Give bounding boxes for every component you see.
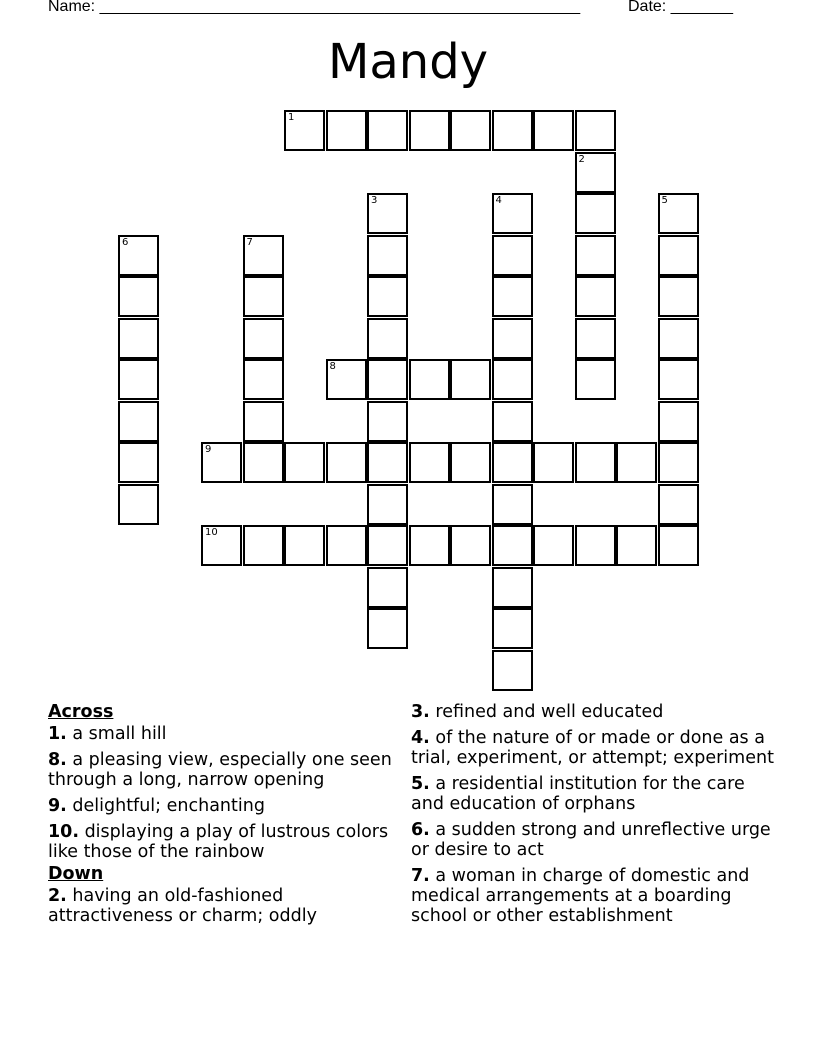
grid-cell[interactable] (243, 276, 284, 317)
grid-cell[interactable] (243, 235, 284, 276)
grid-cell[interactable] (492, 650, 533, 691)
grid-cell[interactable] (450, 110, 491, 151)
across-clue-list (48, 724, 398, 862)
grid-cell[interactable] (658, 235, 699, 276)
grid-cell[interactable] (409, 110, 450, 151)
grid-cell[interactable] (367, 359, 408, 400)
clue-item (48, 886, 398, 926)
clue-item (411, 820, 781, 860)
clue-item (411, 866, 781, 926)
clue-number: 4 (495, 195, 502, 206)
grid-cell[interactable] (658, 193, 699, 234)
grid-cell[interactable] (492, 442, 533, 483)
grid-cell[interactable] (533, 110, 574, 151)
clue-number: 1 (288, 112, 295, 123)
grid-cell[interactable] (658, 359, 699, 400)
grid-cell[interactable] (326, 359, 367, 400)
grid-cell[interactable] (492, 276, 533, 317)
clue-text: a woman in charge of domestic and medical arrangements at a boarding school or other establishment (411, 866, 750, 926)
grid-cell[interactable] (492, 235, 533, 276)
grid-cell[interactable] (450, 359, 491, 400)
clues-right-column (411, 702, 781, 932)
clue-number-label: 5. (411, 774, 430, 794)
grid-cell[interactable] (118, 318, 159, 359)
grid-cell[interactable] (326, 442, 367, 483)
grid-cell[interactable] (118, 359, 159, 400)
grid-cell[interactable] (575, 442, 616, 483)
grid-cell[interactable] (367, 318, 408, 359)
grid-cell[interactable] (492, 484, 533, 525)
clue-number: 8 (329, 361, 336, 372)
clue-item (411, 774, 781, 814)
grid-cell[interactable] (658, 484, 699, 525)
grid-cell[interactable] (284, 525, 325, 566)
grid-cell[interactable] (243, 401, 284, 442)
across-heading: Across (48, 702, 114, 722)
grid-cell[interactable] (367, 525, 408, 566)
grid-cell[interactable] (492, 608, 533, 649)
clue-number-label: 8. (48, 750, 67, 770)
grid-cell[interactable] (118, 276, 159, 317)
grid-cell[interactable] (201, 525, 242, 566)
grid-cell[interactable] (575, 152, 616, 193)
grid-cell[interactable] (575, 359, 616, 400)
grid-cell[interactable] (492, 110, 533, 151)
clue-number-label: 6. (411, 820, 430, 840)
clue-number-label: 1. (48, 724, 67, 744)
clue-item (48, 750, 398, 790)
clue-number: 9 (205, 444, 212, 455)
clue-number-label: 10. (48, 822, 80, 842)
grid-cell[interactable] (492, 318, 533, 359)
puzzle-title: Mandy (327, 34, 489, 90)
grid-cell[interactable] (118, 484, 159, 525)
grid-cell[interactable] (658, 442, 699, 483)
grid-cell[interactable] (575, 318, 616, 359)
grid-cell[interactable] (658, 276, 699, 317)
grid-cell[interactable] (492, 359, 533, 400)
clue-text: having an old-fashioned attractiveness or charm; oddly (48, 886, 317, 926)
grid-cell[interactable] (367, 193, 408, 234)
grid-cell[interactable] (575, 193, 616, 234)
grid-cell[interactable] (326, 110, 367, 151)
grid-cell[interactable] (367, 484, 408, 525)
grid-cell[interactable] (201, 442, 242, 483)
grid-cell[interactable] (326, 525, 367, 566)
grid-cell[interactable] (118, 442, 159, 483)
down-heading: Down (48, 864, 104, 884)
grid-cell[interactable] (575, 276, 616, 317)
clue-number: 3 (371, 195, 378, 206)
clue-text: a small hill (66, 724, 167, 744)
name-field-label: Name: ______________________________________________________ (48, 0, 581, 15)
grid-cell[interactable] (450, 525, 491, 566)
clue-text: a sudden strong and unreflective urge or desire to act (411, 820, 771, 860)
clue-text: of the nature of or made or done as a trial, experiment, or attempt; experiment (411, 728, 774, 768)
grid-cell[interactable] (284, 110, 325, 151)
grid-cell[interactable] (575, 235, 616, 276)
grid-cell[interactable] (575, 525, 616, 566)
grid-cell[interactable] (658, 525, 699, 566)
grid-cell[interactable] (284, 442, 325, 483)
clue-text: refined and well educated (429, 702, 664, 722)
grid-cell[interactable] (243, 525, 284, 566)
grid-cell[interactable] (243, 359, 284, 400)
clue-text: a residential institution for the care and education of orphans (411, 774, 745, 814)
clue-text: a pleasing view, especially one seen through a long, narrow opening (48, 750, 392, 790)
grid-cell[interactable] (492, 193, 533, 234)
grid-cell[interactable] (533, 442, 574, 483)
grid-cell[interactable] (616, 525, 657, 566)
clue-item (48, 724, 398, 744)
grid-cell[interactable] (367, 442, 408, 483)
grid-cell[interactable] (409, 359, 450, 400)
clue-item (48, 822, 398, 862)
clue-number: 2 (578, 153, 585, 165)
grid-cell[interactable] (367, 276, 408, 317)
grid-cell[interactable] (492, 401, 533, 442)
grid-cell[interactable] (492, 567, 533, 608)
grid-cell[interactable] (367, 235, 408, 276)
grid-cell[interactable] (533, 525, 574, 566)
grid-cell[interactable] (243, 442, 284, 483)
grid-cell[interactable] (118, 235, 159, 276)
clue-number: 10 (205, 527, 218, 538)
clue-item (411, 702, 781, 722)
clues-left-column (48, 702, 398, 932)
grid-cell[interactable] (658, 401, 699, 442)
grid-cell[interactable] (243, 318, 284, 359)
date-field-label: Date: _______ (628, 0, 733, 15)
clue-number-label: 4. (411, 728, 430, 748)
grid-cell[interactable] (118, 401, 159, 442)
clue-item (48, 796, 398, 816)
grid-cell[interactable] (616, 442, 657, 483)
clue-number-label: 2. (48, 886, 67, 906)
clue-number: 6 (122, 236, 129, 248)
grid-cell[interactable] (658, 318, 699, 359)
grid-cell[interactable] (409, 525, 450, 566)
clue-item (411, 728, 781, 768)
clue-number: 7 (246, 236, 253, 248)
clue-text: delightful; enchanting (66, 796, 265, 816)
grid-cell[interactable] (492, 525, 533, 566)
grid-cell[interactable] (450, 442, 491, 483)
grid-cell[interactable] (575, 110, 616, 151)
down-clue-list-left (48, 886, 398, 926)
grid-cell[interactable] (409, 442, 450, 483)
grid-cell[interactable] (367, 401, 408, 442)
clue-number-label: 9. (48, 796, 67, 816)
clue-number-label: 3. (411, 702, 430, 722)
clue-number: 5 (661, 195, 668, 206)
grid-cell[interactable] (367, 567, 408, 608)
grid-cell[interactable] (367, 608, 408, 649)
down-clue-list-right (411, 702, 781, 926)
clue-text: displaying a play of lustrous colors like those of the rainbow (48, 822, 389, 862)
clue-number-label: 7. (411, 866, 430, 886)
grid-cell[interactable] (367, 110, 408, 151)
